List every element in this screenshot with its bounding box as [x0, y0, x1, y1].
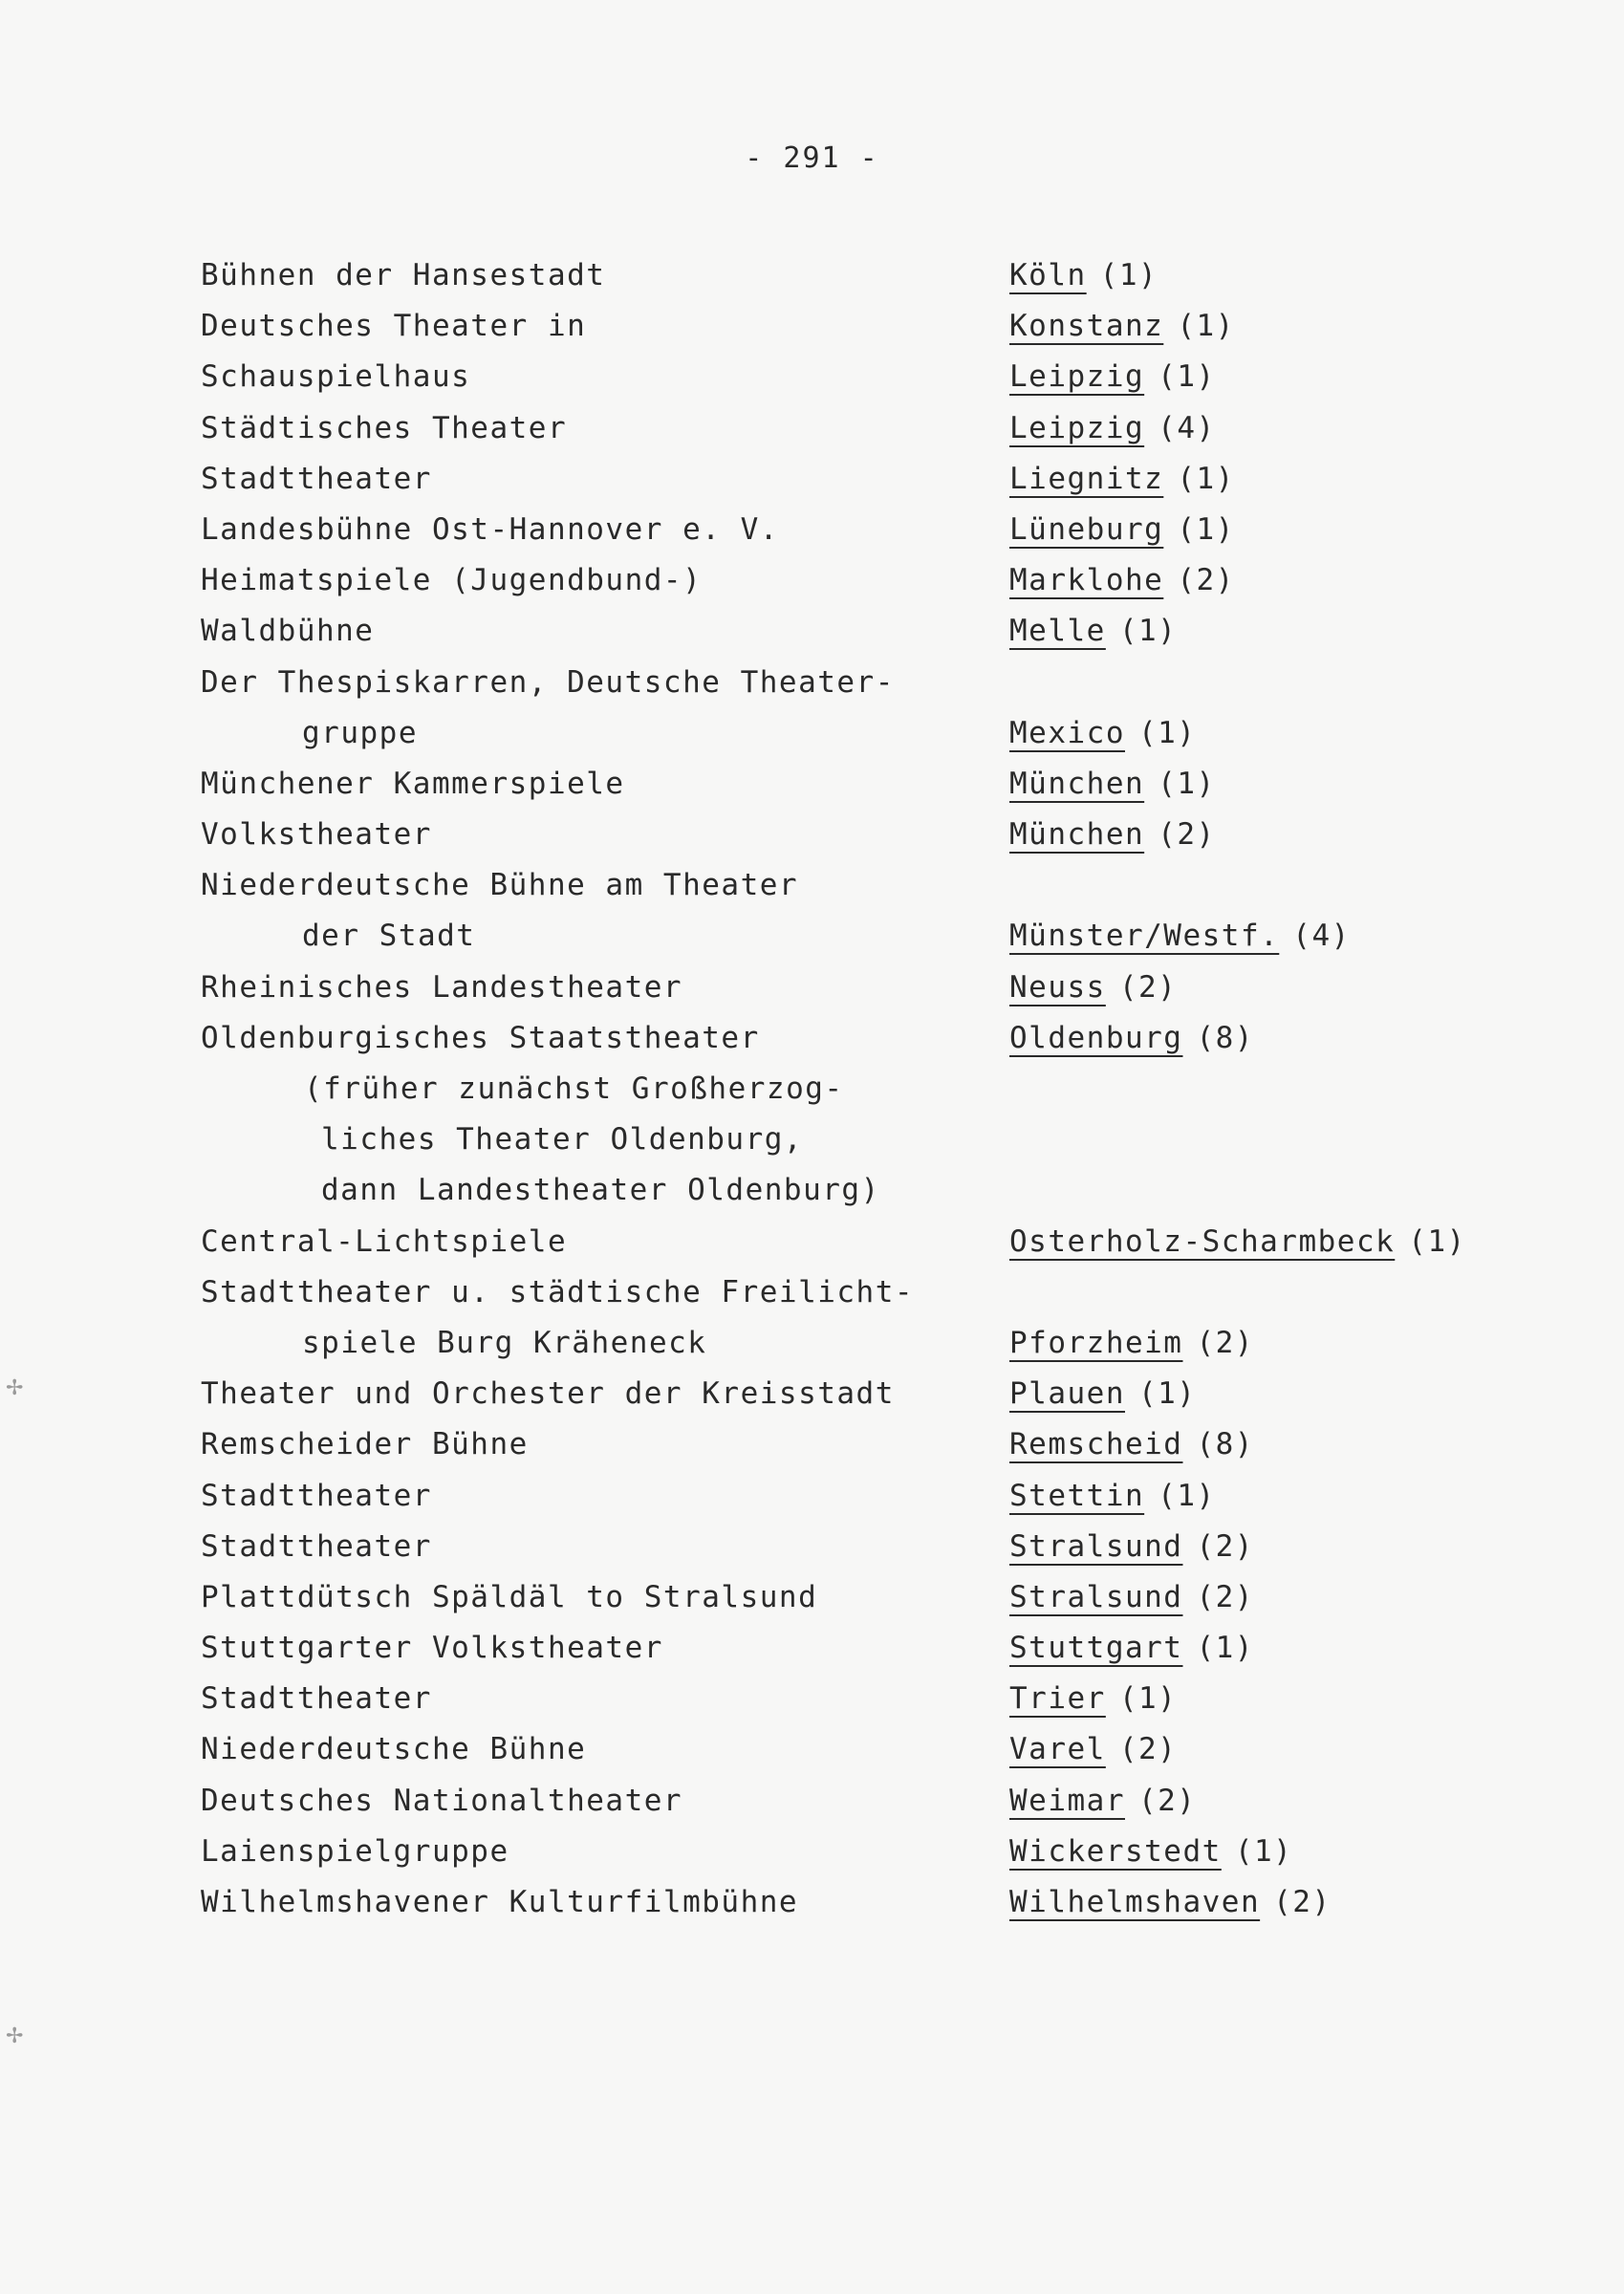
- list-item: [201, 1674, 1539, 1724]
- city-name: Wickerstedt: [1009, 1833, 1222, 1869]
- venue-name: Theater und Orchester der Kreisstadt: [201, 1376, 895, 1412]
- list-item: [201, 1115, 1539, 1165]
- list-item: [201, 1572, 1539, 1623]
- city-cell: [1009, 1165, 1539, 1216]
- city-name: Liegnitz: [1009, 461, 1164, 496]
- venue-name: (früher zunächst Großherzog-: [304, 1071, 844, 1106]
- count: (1): [1408, 1223, 1466, 1259]
- venue-name: Stadttheater: [201, 461, 432, 496]
- city-cell: [1009, 1217, 1539, 1267]
- city-cell: [1009, 454, 1539, 505]
- list-item: [201, 1419, 1539, 1470]
- city-name: München: [1009, 766, 1145, 801]
- count: (1): [1177, 309, 1235, 344]
- count: (2): [1158, 817, 1216, 853]
- city-name: Münster/Westf.: [1009, 919, 1280, 954]
- list-item: [201, 1369, 1539, 1419]
- city-name: Remscheid: [1009, 1427, 1183, 1462]
- city-name: Varel: [1009, 1732, 1106, 1767]
- list-item: [201, 1165, 1539, 1216]
- venue-name: Central-Lichtspiele: [201, 1223, 568, 1259]
- venue-name: Stadttheater u. städtische Freilicht-: [201, 1274, 915, 1309]
- list-item: [201, 1522, 1539, 1572]
- list-item: [201, 1776, 1539, 1827]
- city-cell: [1009, 1369, 1539, 1419]
- city-cell: [1009, 708, 1539, 759]
- venue-name: Städtisches Theater: [201, 410, 568, 445]
- count: (1): [1118, 614, 1178, 649]
- city-cell: [1009, 759, 1539, 810]
- city-name: Mexico: [1009, 715, 1125, 750]
- city-cell: [1009, 1522, 1539, 1572]
- count: (1): [1196, 1631, 1254, 1666]
- city-cell: [1009, 1827, 1539, 1877]
- city-cell: [1009, 1877, 1539, 1928]
- venue-name: Stadttheater: [201, 1528, 432, 1564]
- city-cell: [1009, 860, 1539, 911]
- city-cell: [1009, 1623, 1539, 1674]
- list-item: [201, 1064, 1539, 1115]
- count: (2): [1196, 1579, 1254, 1614]
- venue-name: Laienspielgruppe: [201, 1833, 509, 1869]
- count: (1): [1099, 258, 1158, 292]
- count: (2): [1196, 1325, 1254, 1360]
- city-cell: [1009, 1013, 1539, 1064]
- list-item: [201, 658, 1539, 708]
- venue-name: Niederdeutsche Bühne am Theater: [201, 868, 799, 903]
- city-name: Wilhelmshaven: [1009, 1885, 1261, 1919]
- count: (8): [1196, 1427, 1254, 1462]
- venue-name: Stadttheater: [201, 1681, 432, 1717]
- city-cell: [1009, 963, 1539, 1013]
- list-item: [201, 454, 1539, 505]
- venue-name: Deutsches Theater in: [201, 309, 587, 344]
- city-cell: [1009, 1724, 1539, 1775]
- count: (2): [1118, 1732, 1178, 1767]
- venue-name: Schauspielhaus: [201, 359, 471, 395]
- city-cell: [1009, 1471, 1539, 1522]
- venue-name: dann Landestheater Oldenburg): [321, 1173, 880, 1208]
- city-name: Leipzig: [1009, 410, 1145, 445]
- city-cell: [1009, 505, 1539, 555]
- venue-name: Rheinisches Landestheater: [201, 969, 683, 1005]
- count: (1): [1177, 461, 1235, 496]
- city-cell: [1009, 352, 1539, 402]
- city-cell: [1009, 1115, 1539, 1165]
- count: (1): [1158, 359, 1216, 395]
- list-item: [201, 1827, 1539, 1877]
- list-item: [201, 555, 1539, 606]
- venue-name: Bühnen der Hansestadt: [201, 258, 606, 292]
- count: (8): [1196, 1020, 1254, 1055]
- list-item: [201, 1471, 1539, 1522]
- venue-name: Niederdeutsche Bühne: [201, 1732, 587, 1767]
- list-item: [201, 301, 1539, 352]
- venue-name: Volkstheater: [201, 817, 432, 853]
- city-cell: [1009, 606, 1539, 657]
- list-item: [201, 860, 1539, 911]
- city-cell: [1009, 1776, 1539, 1827]
- list-item: [201, 403, 1539, 454]
- list-item: [201, 963, 1539, 1013]
- city-name: Köln: [1009, 258, 1087, 292]
- city-name: Weimar: [1009, 1783, 1125, 1818]
- city-cell: [1009, 810, 1539, 860]
- count: (2): [1118, 969, 1178, 1005]
- list-item: [201, 1877, 1539, 1928]
- city-cell: [1009, 403, 1539, 454]
- list-item: [201, 911, 1539, 962]
- venue-name: Münchener Kammerspiele: [201, 766, 625, 801]
- venue-name: spiele Burg Kräheneck: [302, 1325, 707, 1360]
- venue-name: liches Theater Oldenburg,: [321, 1122, 804, 1158]
- page-number: - 291 -: [745, 141, 879, 175]
- city-cell: [1009, 1064, 1539, 1115]
- count: (2): [1137, 1783, 1197, 1818]
- list-item: [201, 759, 1539, 810]
- list-item: [201, 505, 1539, 555]
- city-name: Marklohe: [1009, 563, 1164, 598]
- count: (1): [1177, 511, 1235, 547]
- city-name: Stralsund: [1009, 1579, 1183, 1614]
- city-cell: [1009, 1318, 1539, 1369]
- venue-name: Plattdütsch Späldäl to Stralsund: [201, 1579, 818, 1614]
- venue-name: Remscheider Bühne: [201, 1427, 529, 1462]
- margin-mark: ✢: [6, 2024, 24, 2048]
- list-item: [201, 1623, 1539, 1674]
- list-item: [201, 708, 1539, 759]
- count: (2): [1196, 1528, 1254, 1564]
- count: (1): [1158, 766, 1216, 801]
- venue-name: Landesbühne Ost-Hannover e. V.: [201, 511, 779, 547]
- count: (2): [1177, 563, 1235, 598]
- city-cell: [1009, 301, 1539, 352]
- count: (1): [1137, 715, 1197, 750]
- venue-name: Stadttheater: [201, 1478, 432, 1513]
- venue-name: Der Thespiskarren, Deutsche Theater-: [201, 664, 895, 700]
- list-item: [201, 352, 1539, 402]
- venue-name: Stuttgarter Volkstheater: [201, 1631, 663, 1666]
- city-name: Melle: [1009, 614, 1106, 649]
- city-name: Stuttgart: [1009, 1631, 1183, 1666]
- city-name: Plauen: [1009, 1376, 1125, 1412]
- count: (1): [1118, 1681, 1178, 1717]
- city-name: Pforzheim: [1009, 1325, 1183, 1360]
- city-cell: [1009, 1419, 1539, 1470]
- city-name: München: [1009, 817, 1145, 853]
- list-item: [201, 810, 1539, 860]
- city-cell: [1009, 555, 1539, 606]
- count: (4): [1158, 410, 1216, 445]
- city-name: Trier: [1009, 1681, 1106, 1717]
- list-item: [201, 1217, 1539, 1267]
- venue-name: Wilhelmshavener Kulturfilmbühne: [201, 1885, 799, 1919]
- city-name: Stettin: [1009, 1478, 1145, 1513]
- list-item: [201, 606, 1539, 657]
- city-cell: [1009, 1267, 1539, 1318]
- city-name: Leipzig: [1009, 359, 1145, 395]
- venue-name: Waldbühne: [201, 614, 375, 649]
- count: (1): [1158, 1478, 1216, 1513]
- margin-mark: ✢: [6, 1376, 24, 1400]
- city-name: Lüneburg: [1009, 511, 1164, 547]
- city-cell: [1009, 1572, 1539, 1623]
- list-item: [201, 250, 1539, 301]
- city-name: Konstanz: [1009, 309, 1164, 344]
- city-name: Neuss: [1009, 969, 1106, 1005]
- city-cell: [1009, 1674, 1539, 1724]
- count: (1): [1234, 1833, 1293, 1869]
- list-item: [201, 1267, 1539, 1318]
- count: (2): [1273, 1885, 1332, 1919]
- list-item: [201, 1724, 1539, 1775]
- city-cell: [1009, 250, 1539, 301]
- count: (1): [1137, 1376, 1197, 1412]
- theater-list: [201, 250, 1539, 1928]
- venue-name: der Stadt: [302, 919, 476, 954]
- venue-name: gruppe: [302, 715, 418, 750]
- count: (4): [1292, 919, 1351, 954]
- venue-name: Heimatspiele (Jugendbund-): [201, 563, 703, 598]
- list-item: [201, 1013, 1539, 1064]
- list-item: [201, 1318, 1539, 1369]
- venue-name: Oldenburgisches Staatstheater: [201, 1020, 760, 1055]
- city-name: Stralsund: [1009, 1528, 1183, 1564]
- venue-name: Deutsches Nationaltheater: [201, 1783, 683, 1818]
- city-name: Osterholz-Scharmbeck: [1009, 1223, 1396, 1259]
- city-name: Oldenburg: [1009, 1020, 1183, 1055]
- city-cell: [1009, 658, 1539, 708]
- city-cell: [1009, 911, 1539, 962]
